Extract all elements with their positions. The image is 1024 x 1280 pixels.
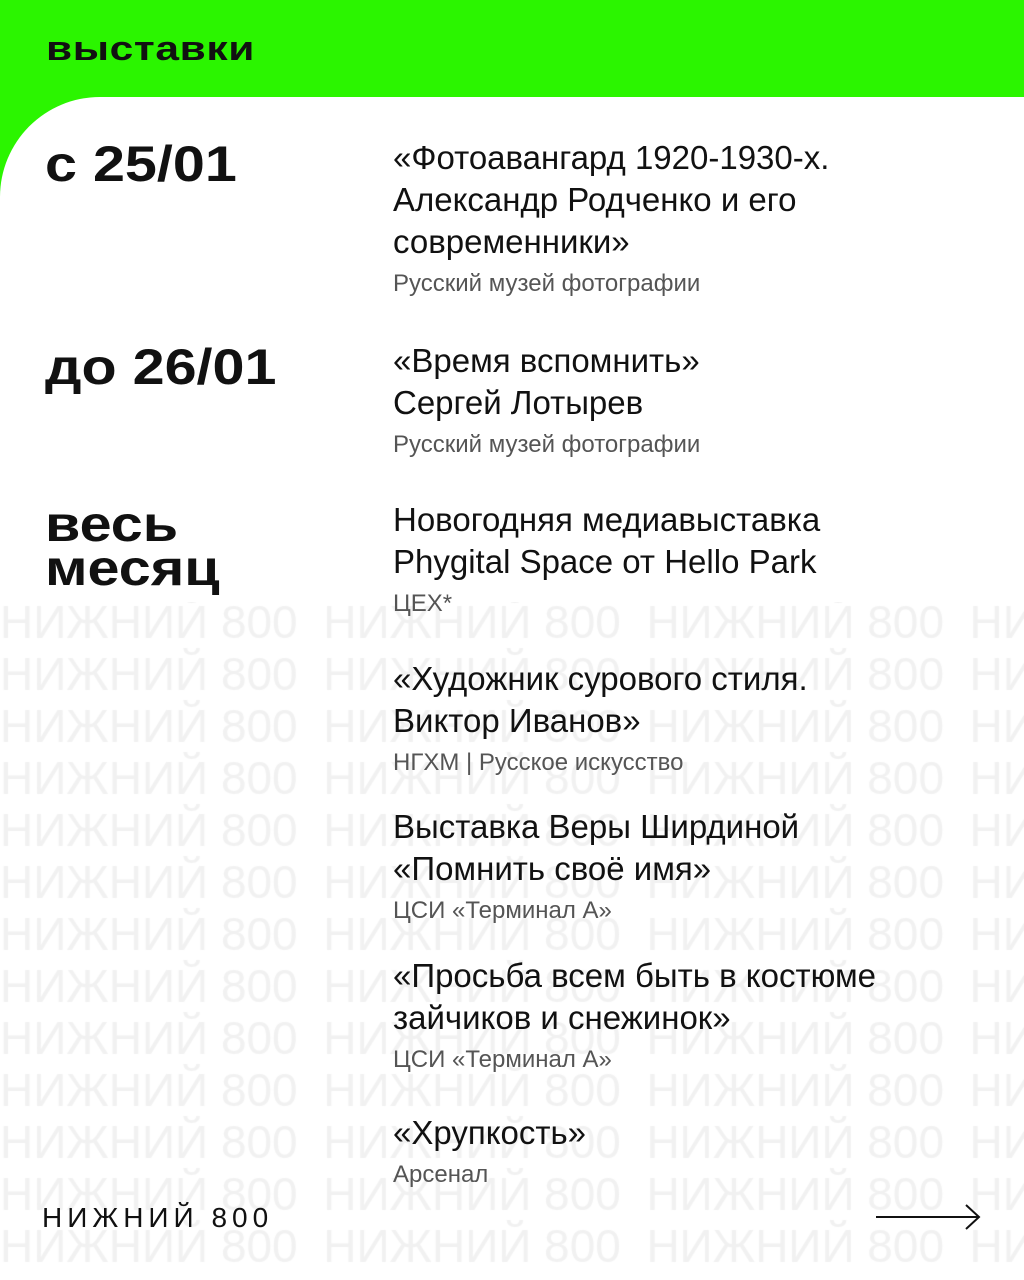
date-label: весь месяц: [45, 496, 220, 596]
event-item: [393, 499, 1013, 619]
event-venue: ЦСИ «Терминал А»: [393, 1046, 612, 1073]
event-venue: НГХМ | Русское искусство: [393, 749, 684, 776]
event-item: [393, 340, 1013, 460]
event-item: [393, 806, 1013, 926]
event-item: [393, 658, 1013, 778]
event-title: «Просьба всем быть в костюме зайчиков и снежинок»: [393, 957, 876, 1036]
event-venue: ЦЕХ*: [393, 590, 453, 617]
event-title: «Художник сурового стиля. Виктор Иванов»: [393, 660, 808, 739]
logo: НИЖНИЙ 800: [42, 1202, 274, 1233]
event-title: «Хрупкость»: [393, 1114, 587, 1151]
page-title: выставки: [46, 30, 256, 68]
event-title: «Время вспомнить» Сергей Лотырев: [393, 342, 700, 421]
event-venue: Русский музей фотографии: [393, 431, 701, 458]
event-item: [393, 955, 1013, 1075]
event-title: Выставка Веры Ширдиной «Помнить своё имя»: [393, 808, 800, 887]
content-panel: [0, 97, 1024, 1280]
event-venue: Русский музей фотографии: [393, 270, 701, 297]
header: [0, 0, 1024, 100]
event-item: [393, 137, 1013, 299]
date-label: с 25/01: [45, 136, 237, 192]
arrow-right-icon[interactable]: [874, 1202, 984, 1232]
event-venue: Арсенал: [393, 1161, 489, 1188]
date-label: до 26/01: [45, 339, 277, 395]
event-item: [393, 1112, 1013, 1190]
event-title: «Фотоавангард 1920-1930-х. Александр Родченко и его современники»: [393, 139, 830, 260]
event-title: Новогодняя медиавыставка Phygital Space от Hello Park: [393, 501, 821, 580]
event-venue: ЦСИ «Терминал А»: [393, 897, 612, 924]
